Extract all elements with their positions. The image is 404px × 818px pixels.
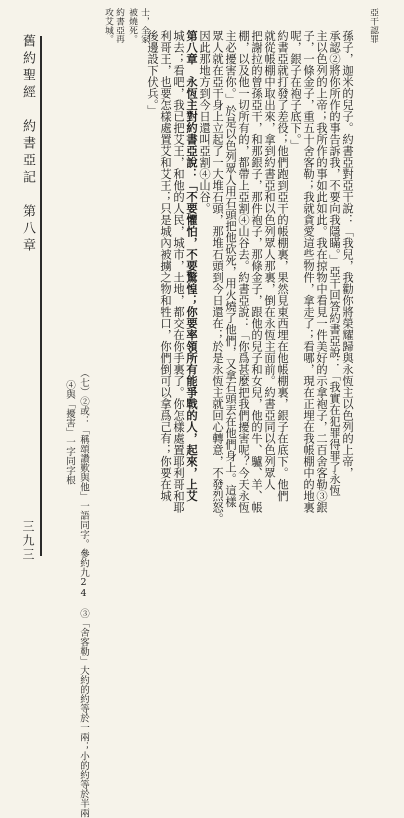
body-line: 呢，銀子在袍子底下。」: [289, 30, 302, 151]
body-line: 承認②將你所作的事告訴我，不要向我隱瞞。」亞干回答約書亞說：「我實在犯罪得罪了永恆: [328, 30, 341, 496]
body-line: 後邊設下伏兵。」: [146, 30, 159, 117]
main-text: [98, 30, 354, 550]
running-head-rule: [40, 36, 42, 556]
body-line: 城去；看吧，我已把艾王，和他的人民，城市，土地，都交在你手裏了。你怎樣處置耶利哥和耶: [172, 30, 185, 513]
margin-note-confession: 亞干認罪: [368, 8, 378, 44]
body-line: 利哥王，也要怎樣處置艾和艾王；只是城內被擄之物和牲口，你們倒可以拿爲己有；你要在城: [159, 30, 172, 502]
chapter-heading-line: 第八章 永恆主對約書亞說：「不要懼怕，不要驚惶；你要率領所有能爭戰的人，起來，上艾: [185, 30, 199, 502]
page-number: 三九三: [21, 520, 35, 562]
body-line: 因此那地方到今日還叫亞割④山谷。: [198, 30, 211, 214]
body-line: 孫子，迦米的兒子。約書亞對亞干說：「我兒，我勸你將榮耀歸與永恆主以色列的上帝，: [341, 30, 354, 479]
footnote-line-2: ④與「擾害」一字同字根: [64, 380, 75, 485]
footnote-line-1: （七）②或：「稱頌讚歎與他」一語同字。參約九24 ③「舍客勒」大約的約等於一兩；小的約等於半兩: [78, 368, 89, 818]
body-line: 子，一條金子，重五十舍客勒；我就貪愛這些物件，拿走了；看哪，現在正埋在我帳棚中的地裏: [302, 30, 315, 513]
body-line: 約書亞就打發了差役；他們跑到亞干的帳棚裏，果然見東西埋在他帳棚裏，銀子在底下。他們: [276, 30, 289, 502]
body-line: 棚，以及他一切所有的，都帶上亞割④山谷去。約書亞說：「你爲甚麼把我們擾害呢？今天永恆: [237, 30, 250, 513]
body-line: 就從帳棚中取出來，拿到約書亞和以色列眾人那裏，倒在永恆主面前。約書亞同以色列眾人: [263, 30, 276, 490]
body-line: 主必擾害你。」於是以色列眾人用石頭把他砍死，用火燒了他們，又拿石頭丟在他們身上。這樣: [224, 30, 237, 508]
body-line: 眾人就在亞干身上立起了一大堆石頭，那堆石頭到今日還在；於是永恆主就回心轉意，不發烈怒。: [211, 30, 224, 525]
margin-note-achan-burned-2: 被燒死。: [127, 8, 137, 44]
body-line: 主以色列的上帝；我所作的事如此如此。我在掠物中看見一件美好的示拿袍子，二百舍客勒③銀: [315, 30, 328, 513]
margin-note-achan-burned-1: 士，全家: [139, 8, 149, 44]
body-line: 把謝拉的曾孫亞干，和那銀子，那件袍子，那條金子，跟他的兒子和女兒，他的牛、驢、羊、帳: [250, 30, 263, 513]
margin-note-ai-attack-1: 約書亞再: [114, 8, 124, 44]
margin-note-ai-attack-2: 攻艾城。: [103, 8, 113, 44]
running-head: 舊約聖經 約書亞記 第八章: [20, 34, 35, 255]
